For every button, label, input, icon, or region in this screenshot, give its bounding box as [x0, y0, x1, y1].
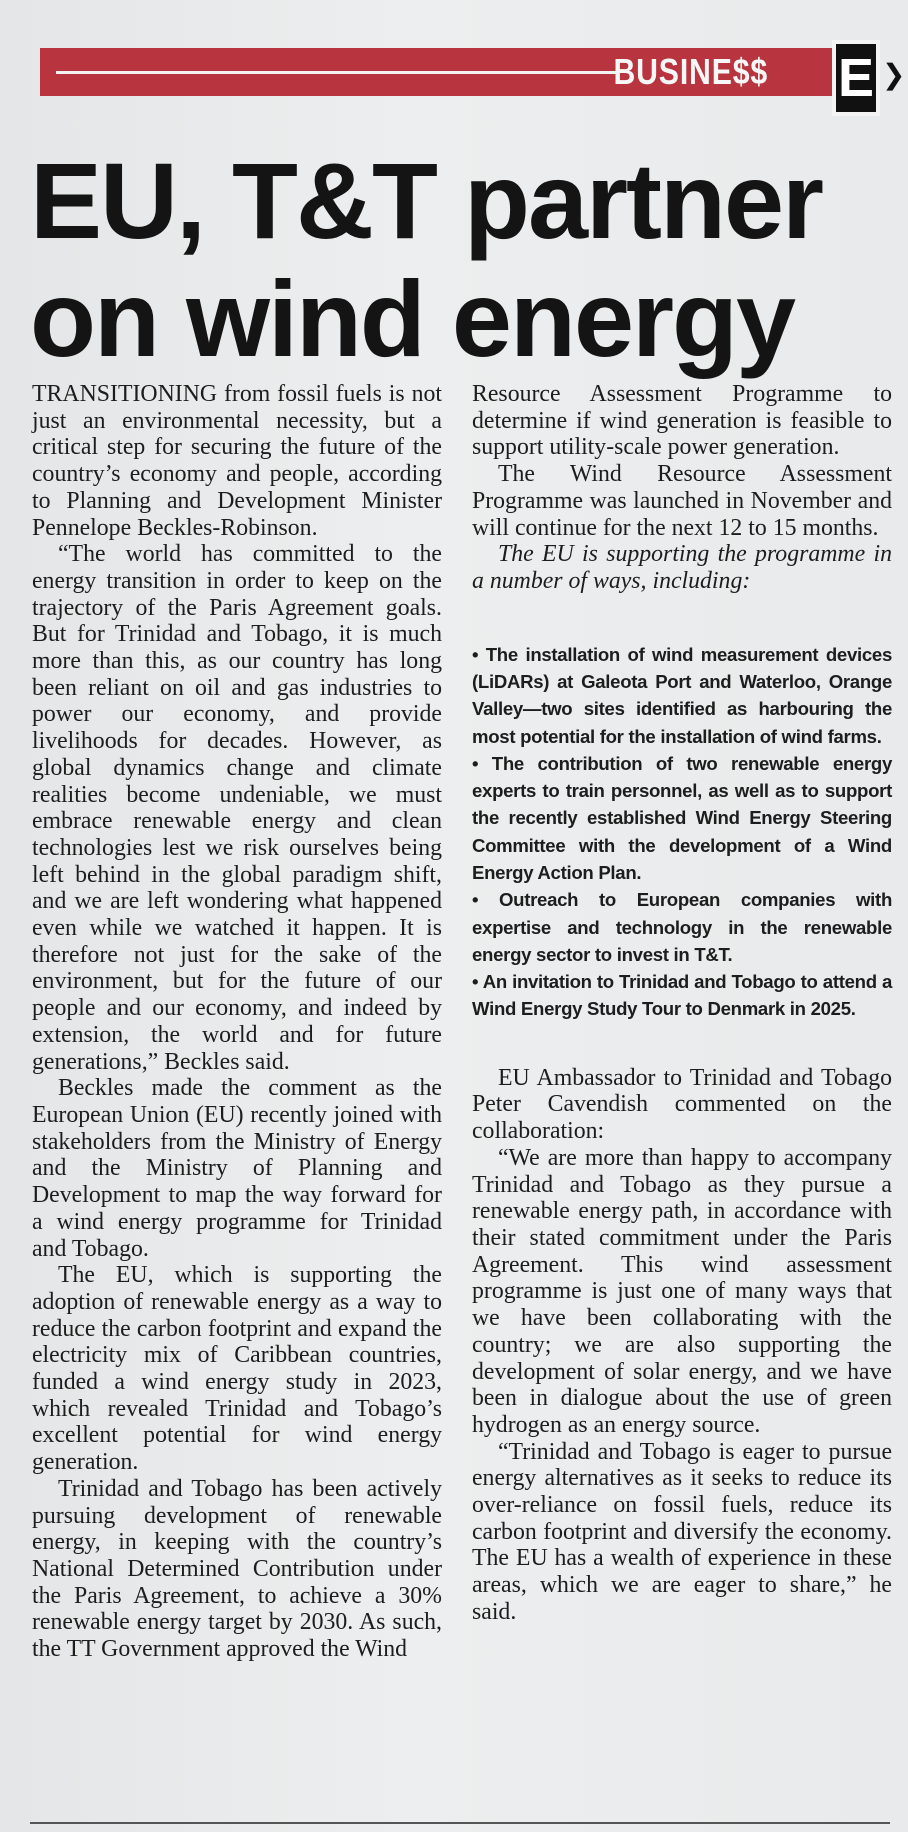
left-column	[32, 381, 442, 1663]
paragraph-body: The Wind Resource Assessment Programme was launched in November and will continue for the next 12 to 15 months.	[472, 461, 892, 541]
headline-line-1: EU, T&T partner	[30, 140, 823, 261]
paragraph-body: Beckles made the comment as the European Union (EU) recently joined with stakeholders from the Ministry of Energy and the Ministry of Planning and Development to map the way forward for a wind energy programme for Trinidad and Tobago.	[32, 1075, 442, 1262]
paragraph-quote: “We are more than happy to accompany Trinidad and Tobago as they pursue a renewable energy path, in accordance with their stated commitment under the Paris Agreement. This wind assessment programme is just one of many ways that we have been collaborating with the country; we are also supporting the development of solar energy, and we have been in dialogue about the use of green hydrogen as an energy source.	[472, 1144, 892, 1438]
list-item: • The installation of wind measurement devices (LiDARs) at Galeota Port and Waterloo, Orange Valley—two sites identified as harbouring the most potential for the installation of wind farms.	[472, 643, 892, 747]
section-label: BUSINE$$	[613, 51, 768, 92]
chevron-right-icon: ❯	[882, 58, 906, 91]
paragraph-continuation: Resource Assessment Programme to determine if wind generation is feasible to support utility-scale power generation.	[472, 381, 892, 461]
right-column	[472, 381, 892, 1626]
paragraph-quote: “The world has committed to the energy transition in order to keep on the trajectory of the Paris Agreement goals. But for Trinidad and Tobago, it is much more than this, as our country has long been reliant on oil and gas industries to power our economy, and provide livelihoods for decades. However, as global dynamics change and climate realities become undeniable, we must embrace renewable energy and clean technologies lest we risk ourselves being left behind in the global paradigm shift, and we are left wondering what happened even while we watched it happen. It is therefore not just for the sake of the environment, but for the future of our people and our economy, and indeed by extension, the world and for future generations,” Beckles said.	[32, 541, 442, 1075]
banner-rule	[56, 71, 618, 74]
paragraph-body: EU Ambassador to Trinidad and Tobago Peter Cavendish commented on the collaboration:	[472, 1064, 892, 1145]
headline-line-2: on wind energy	[30, 258, 795, 379]
headline	[30, 142, 890, 378]
spacer	[472, 1023, 892, 1065]
list-item: • Outreach to European companies with expertise and technology in the renewable energy sector to invest in T&T.	[472, 889, 892, 965]
section-banner	[40, 48, 840, 96]
list-item: • The contribution of two renewable energy experts to train personnel, as well as to support the recently established Wind Energy Steering Committee with the development of a Wind Energy Action Plan.	[472, 752, 892, 883]
paragraph-body: Trinidad and Tobago has been actively pursuing development of renewable energy, in keeping with the country’s National Determined Contribution under the Paris Agreement, to achieve a 30% renewable energy target by 2030. As such, the TT Government approved the Wind	[32, 1475, 442, 1663]
paragraph-intro: The EU is supporting the programme in a number of ways, including:	[472, 541, 892, 594]
paragraph-body: The EU, which is supporting the adoption of renewable energy as a way to reduce the carbon footprint and expand the electricity mix of Caribbean countries, funded a wind energy study in 2023, which revealed Trinidad and Tobago’s excellent potential for wind energy generation.	[32, 1262, 442, 1476]
list-item: • An invitation to Trinidad and Tobago to attend a Wind Energy Study Tour to Denmark in 2025.	[472, 971, 892, 1020]
bottom-rule	[30, 1822, 890, 1824]
paragraph-quote: “Trinidad and Tobago is eager to pursue energy alternatives as it seeks to reduce its over-reliance on fossil fuels, reduce its carbon footprint and diversify the economy. The EU has a wealth of experience in these areas, which we are eager to share,” he said.	[472, 1438, 892, 1625]
section-badge: E	[832, 40, 880, 116]
bullet-list	[472, 641, 892, 1023]
paragraph-lead: TRANSITIONING from fossil fuels is not just an environmental necessity, but a critical step for securing the future of the country’s economy and people, according to Planning and Development Minister Pennelope Beckles-Robinson.	[32, 381, 442, 541]
